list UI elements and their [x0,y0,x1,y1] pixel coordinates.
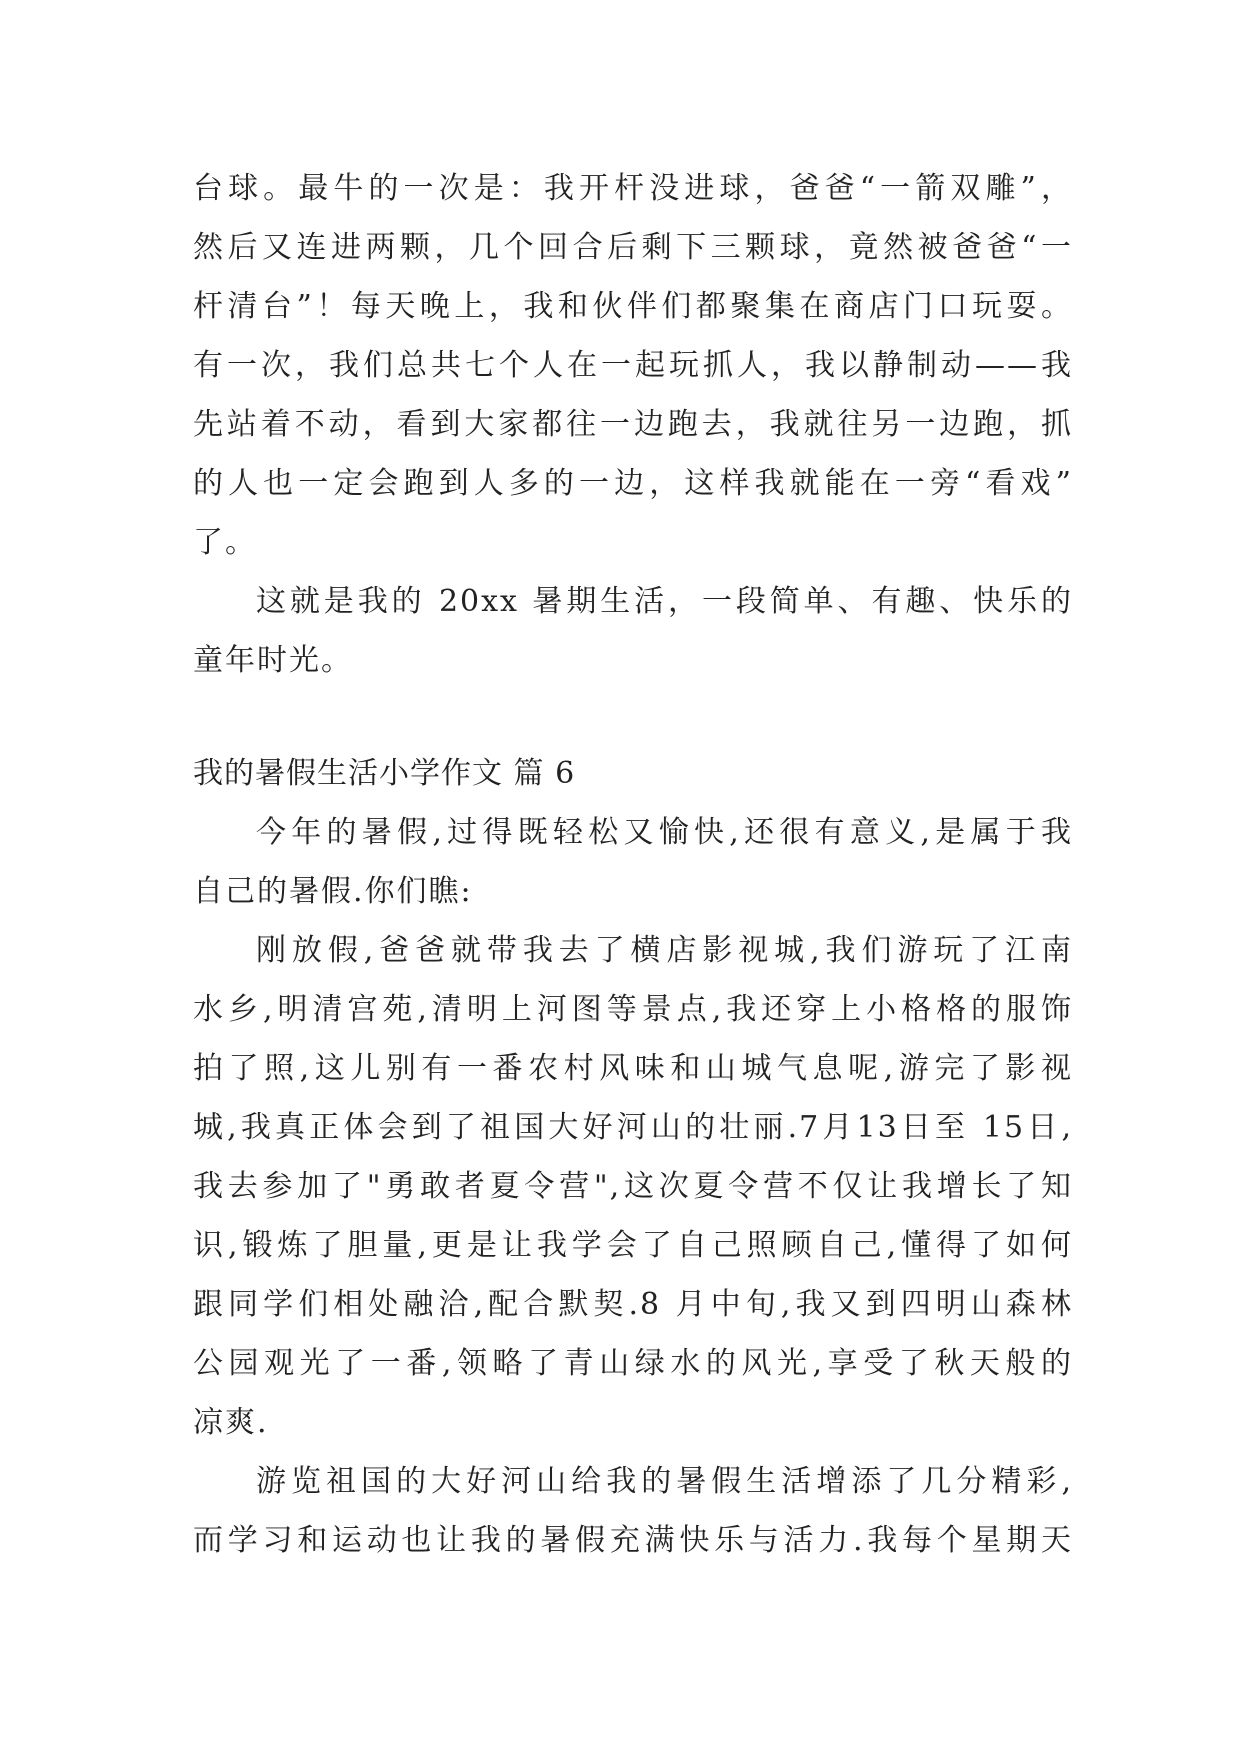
paragraph-line: 然后又连进两颗，几个回合后剩下三颗球，竟然被爸爸“一 [193,230,1073,265]
paragraph-line: 的人也一定会跑到人多的一边，这样我就能在一旁“看戏” [193,466,1073,501]
paragraph-line: 识,锻炼了胆量,更是让我学会了自己照顾自己,懂得了如何 [193,1228,1073,1263]
paragraph-line: 拍了照,这儿别有一番农村风味和山城气息呢,游完了影视 [193,1051,1073,1086]
paragraph-line: 童年时光。 [193,643,353,678]
section-heading: 我的暑假生活小学作文 篇 6 [193,756,576,791]
paragraph-line: 先站着不动，看到大家都往一边跑去，我就往另一边跑，抓 [193,407,1073,442]
paragraph-line: 刚放假,爸爸就带我去了横店影视城,我们游玩了江南 [256,933,1073,968]
paragraph-line: 台球。最牛的一次是：我开杆没进球，爸爸“一箭双雕”， [193,171,1073,206]
paragraph-line: 我去参加了"勇敢者夏令营",这次夏令营不仅让我增长了知 [193,1169,1073,1204]
paragraph-line: 公园观光了一番,领略了青山绿水的风光,享受了秋天般的 [193,1346,1073,1381]
paragraph-line: 自己的暑假.你们瞧: [193,874,473,909]
paragraph-line: 城,我真正体会到了祖国大好河山的壮丽.7月13日至 15日, [193,1110,1073,1145]
paragraph-line: 水乡,明清宫苑,清明上河图等景点,我还穿上小格格的服饰 [193,992,1073,1027]
paragraph-line: 游览祖国的大好河山给我的暑假生活增添了几分精彩, [256,1464,1073,1499]
paragraph-line: 了。 [193,525,257,560]
paragraph-line: 而学习和运动也让我的暑假充满快乐与活力.我每个星期天 [193,1523,1073,1558]
paragraph-line: 今年的暑假,过得既轻松又愉快,还很有意义,是属于我 [256,815,1073,850]
paragraph-line: 跟同学们相处融洽,配合默契.8 月中旬,我又到四明山森林 [193,1287,1073,1322]
paragraph-line: 有一次，我们总共七个人在一起玩抓人，我以静制动——我 [193,348,1073,383]
paragraph-line: 凉爽. [193,1405,269,1440]
paragraph-line: 杆清台”！每天晚上，我和伙伴们都聚集在商店门口玩耍。 [193,289,1073,324]
paragraph-line: 这就是我的 20xx 暑期生活，一段简单、有趣、快乐的 [256,584,1073,619]
